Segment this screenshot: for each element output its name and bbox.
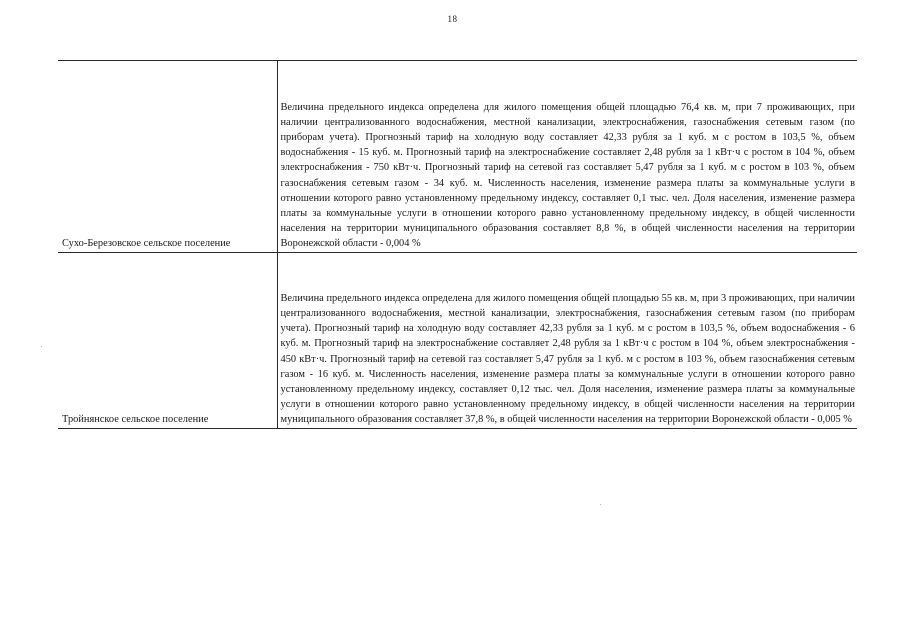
table-row xyxy=(58,61,857,253)
settlement-name-cell: Сухо-Березовское сельское поселение xyxy=(58,61,277,253)
settlements-table xyxy=(58,60,857,429)
index-description-cell: Величина предельного индекса определена для жилого помещения общей площадью 76,4 кв. м, при 7 проживающих, при наличии централизованного водоснабжения, местной канализации, электроснабжения, газоснабжения сетевым газом (по приборам учета). Прогнозный тариф на холодную воду составляет 42,33 рубля за 1 куб. м с ростом в 103,5 %, объем водоснабжения - 15 куб. м. Прогнозный тариф на электроснабжение составляет 2,48 рубля за 1 кВт·ч с ростом в 104 %, объем электроснабжения - 750 кВт·ч. Прогнозный тариф на сетевой газ составляет 5,47 рубля за 1 куб. м с ростом в 103 %, объем газоснабжения сетевым газом - 34 куб. м. Численность населения, изменение размера платы за коммунальные услуги в отношении которого равно установленному предельному индексу, составляет 0,1 тыс. чел. Доля населения, изменение размера платы за коммунальные услуги в отношении которого равно установленному предельному индексу, в общей численности населения на территории муниципального образования составляет 8,8 %, в общей численности населения на территории Воронежской области - 0,004 % xyxy=(277,61,857,253)
scan-speck xyxy=(600,504,601,505)
table-row xyxy=(58,253,857,429)
settlement-name-cell: Тройнянское сельское поселение xyxy=(58,253,277,429)
page-number: 18 xyxy=(447,14,458,24)
scan-speck xyxy=(41,346,42,347)
index-description-cell: Величина предельного индекса определена для жилого помещения общей площадью 55 кв. м, при 3 проживающих, при наличии централизованного водоснабжения, местной канализации, электроснабжения, газоснабжения сетевым газом (по приборам учета). Прогнозный тариф на холодную воду составляет 42,33 рубля за 1 куб. м с ростом в 103,5 %, объем водоснабжения - 6 куб. м. Прогнозный тариф на электроснабжение составляет 2,48 рубля за 1 кВт·ч с ростом в 104 %, объем электроснабжения - 450 кВт·ч. Прогнозный тариф на сетевой газ составляет 5,47 рубля за 1 куб. м с ростом в 103 %, объем газоснабжения сетевым газом - 16 куб. м. Численность населения, изменение размера платы за коммунальные услуги в отношении которого равно установленному предельному индексу, составляет 0,12 тыс. чел. Доля населения, изменение размера платы за коммунальные услуги в отношении которого равно установленному предельному индексу, в общей численности населения на территории муниципального образования составляет 37,8 %, в общей численности населения на территории Воронежской области - 0,005 % xyxy=(277,253,857,429)
